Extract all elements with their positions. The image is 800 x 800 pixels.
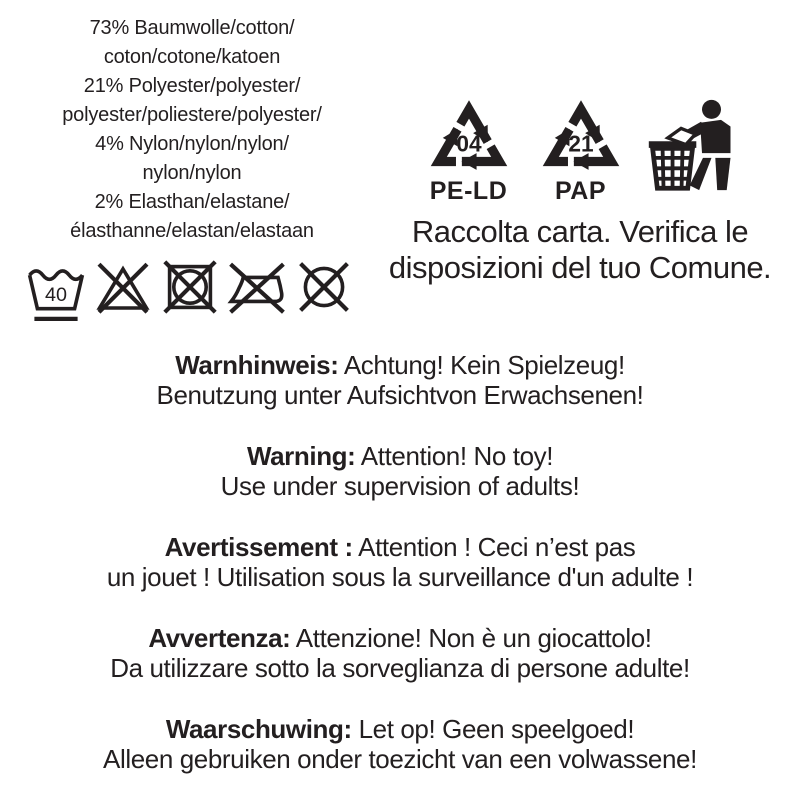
- warning-text: Attention ! Ceci n’est pas: [352, 532, 636, 562]
- warning-label: Avvertenza:: [148, 623, 291, 653]
- do-not-bleach-icon: [93, 257, 153, 317]
- composition-line: 73% Baumwolle/cotton/: [89, 17, 295, 39]
- warning-line-1: [0, 350, 800, 380]
- composition-line: élasthanne/elastan/elastaan: [70, 220, 314, 242]
- recycling-mobius-loop-icon: [427, 96, 511, 180]
- recycling-mark-pap: [533, 96, 629, 203]
- warning-text: Attenzione! Non è un giocattolo!: [290, 623, 652, 653]
- paper-collection-note: [368, 214, 792, 286]
- do-not-tumble-dry-icon: [160, 257, 220, 317]
- warning-line-2: un jouet ! Utilisation sous la surveillance d'un adulte !: [106, 562, 694, 592]
- recycling-mark-pe-ld: [421, 96, 517, 203]
- warning-german: [0, 350, 800, 410]
- composition-line: 4% Nylon/nylon/nylon/: [95, 133, 289, 155]
- do-not-dry-clean-icon: [294, 257, 354, 317]
- warning-line-1: [0, 532, 800, 562]
- note-line: disposizioni del tuo Comune.: [388, 250, 772, 285]
- warning-label: Warnhinweis:: [175, 350, 339, 380]
- note-line: Raccolta carta. Verifica le: [411, 214, 749, 249]
- warning-label: Warning:: [246, 441, 356, 471]
- warning-line-2: Benutzung unter Aufsichtvon Erwachsenen!: [156, 380, 644, 410]
- recycling-material-label: PAP: [554, 177, 607, 205]
- warning-text: Let op! Geen speelgoed!: [351, 714, 635, 744]
- warning-text: Attention! No toy!: [355, 441, 554, 471]
- tidyman-icon: [645, 88, 740, 203]
- warning-line-2: Use under supervision of adults!: [220, 471, 580, 501]
- warning-english: [0, 441, 800, 501]
- warning-line-1: [0, 714, 800, 744]
- warning-line-2: Alleen gebruiken onder toezicht van een volwassene!: [103, 744, 697, 774]
- composition-line: coton/cotone/katoen: [103, 46, 281, 68]
- recycling-symbols-row: [368, 88, 792, 204]
- warning-label: Avertissement :: [164, 532, 353, 562]
- warning-line-1: [0, 441, 800, 471]
- recycling-section: [368, 88, 792, 286]
- warning-text: Achtung! Kein Spielzeug!: [338, 350, 625, 380]
- warning-italian: [0, 623, 800, 683]
- do-not-iron-icon: [227, 257, 287, 317]
- recycling-mobius-loop-icon: [539, 96, 623, 180]
- care-symbols-row: [26, 257, 354, 328]
- fabric-composition: [14, 14, 370, 246]
- warning-label: Waarschuwing:: [165, 714, 352, 744]
- warning-line-1: [0, 623, 800, 653]
- recycling-code: 04: [455, 130, 482, 157]
- warning-dutch: [0, 714, 800, 774]
- composition-line: nylon/nylon: [142, 162, 242, 184]
- composition-line: polyester/poliestere/polyester/: [62, 104, 322, 126]
- machine-wash-40-mild-icon: [26, 257, 86, 328]
- warning-line-2: Da utilizzare sotto la sorveglianza di persone adulte!: [110, 653, 690, 683]
- composition-line: 21% Polyester/polyester/: [83, 75, 301, 97]
- wash-temperature: 40: [44, 283, 68, 306]
- warning-french: [0, 532, 800, 592]
- recycling-material-label: PE-LD: [429, 177, 508, 205]
- warnings-section: [0, 350, 800, 800]
- recycling-code: 21: [567, 130, 594, 157]
- composition-line: 2% Elasthan/elastane/: [94, 191, 290, 213]
